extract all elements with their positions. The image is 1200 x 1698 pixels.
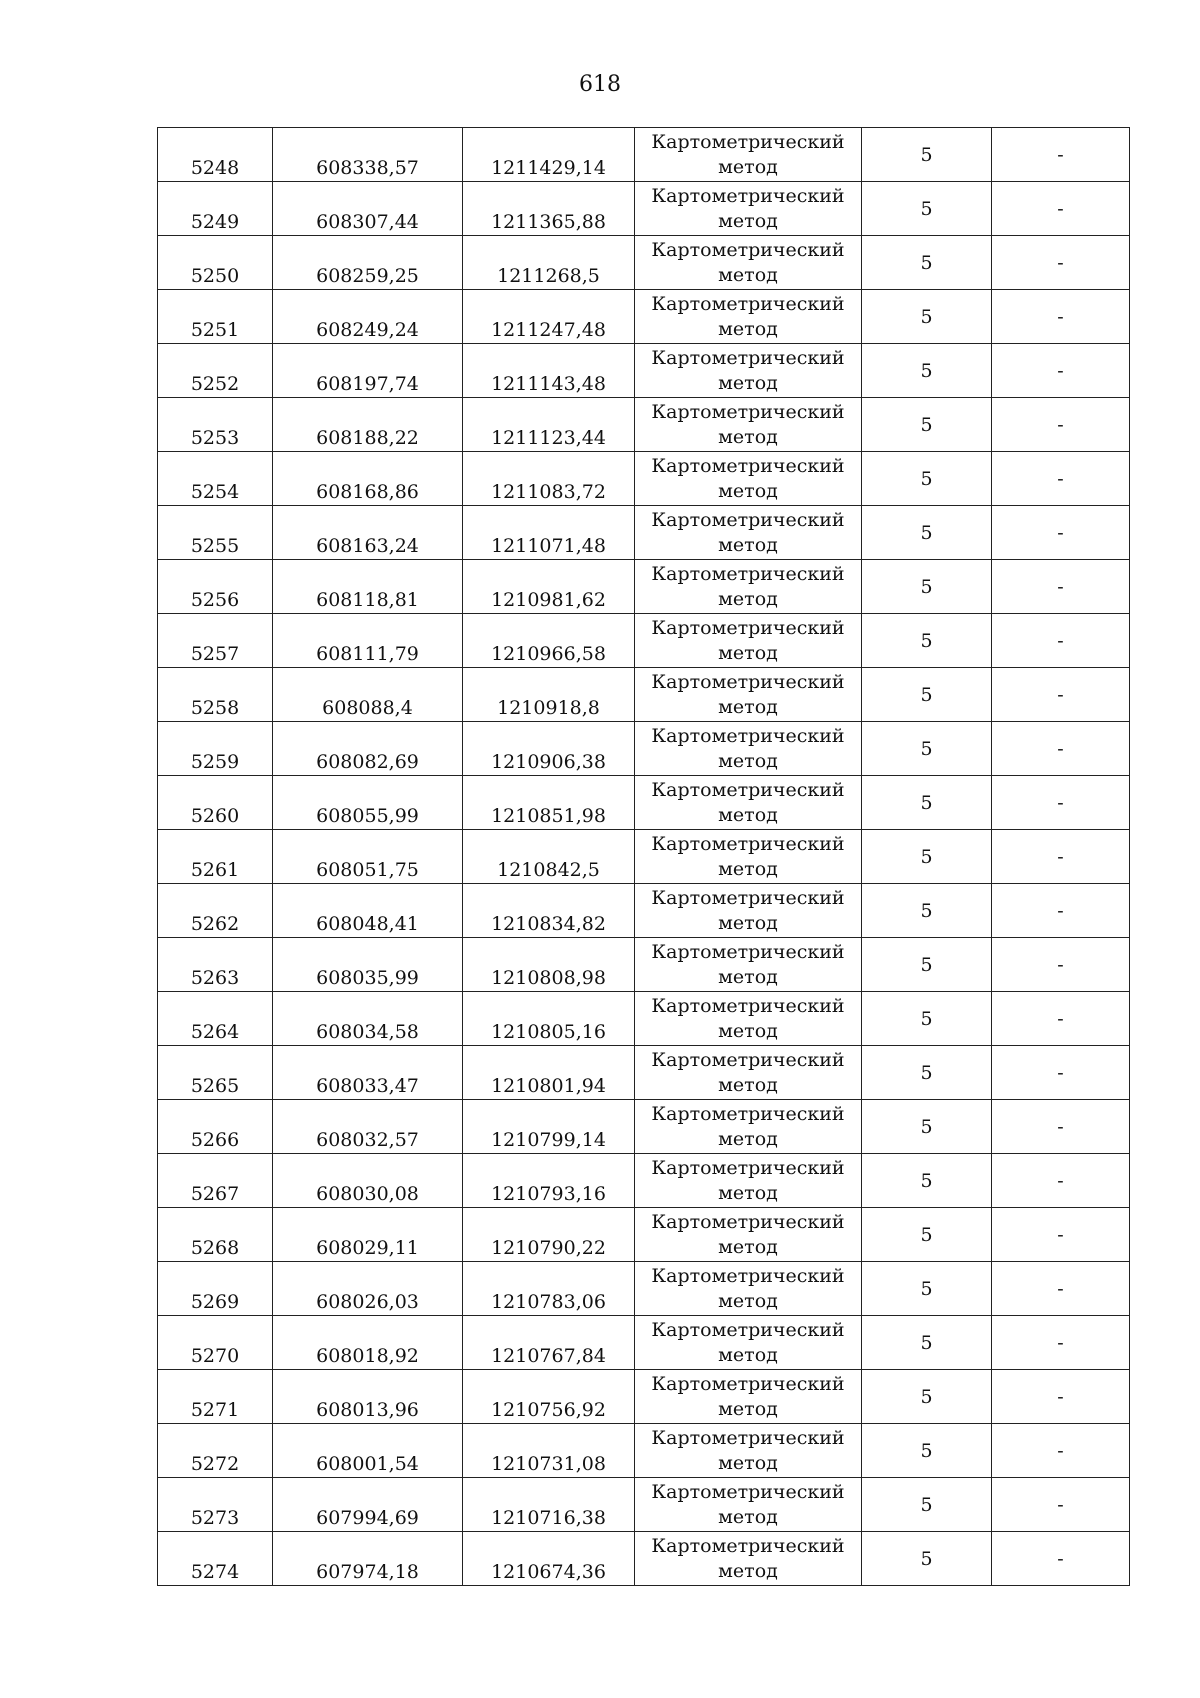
method-cell (635, 938, 862, 992)
y-coordinate-cell: 1211268,5 (463, 236, 635, 290)
method-cell (635, 398, 862, 452)
y-coordinate-cell: 1211247,48 (463, 290, 635, 344)
table-row (158, 1100, 1130, 1154)
note-cell: - (992, 668, 1130, 722)
method-text-line2: метод (718, 317, 778, 340)
x-coordinate-cell: 608030,08 (273, 1154, 463, 1208)
x-coordinate-cell: 608018,92 (273, 1316, 463, 1370)
method-text-line2: метод (718, 263, 778, 286)
table-row (158, 614, 1130, 668)
coordinates-table-body (158, 128, 1130, 1586)
y-coordinate-cell: 1210674,36 (463, 1532, 635, 1586)
method-text-line1: Картометрический (651, 1156, 845, 1179)
accuracy-cell: 5 (862, 290, 992, 344)
method-text-line2: метод (718, 695, 778, 718)
method-cell (635, 884, 862, 938)
table-row (158, 1532, 1130, 1586)
x-coordinate-cell: 608197,74 (273, 344, 463, 398)
point-number-cell: 5253 (158, 398, 273, 452)
accuracy-cell: 5 (862, 722, 992, 776)
table-row (158, 1478, 1130, 1532)
x-coordinate-cell: 608051,75 (273, 830, 463, 884)
accuracy-cell: 5 (862, 1316, 992, 1370)
y-coordinate-cell: 1211071,48 (463, 506, 635, 560)
x-coordinate-cell: 608118,81 (273, 560, 463, 614)
note-cell: - (992, 938, 1130, 992)
x-coordinate-cell: 607994,69 (273, 1478, 463, 1532)
y-coordinate-cell: 1210834,82 (463, 884, 635, 938)
x-coordinate-cell: 608033,47 (273, 1046, 463, 1100)
table-row (158, 938, 1130, 992)
method-text-line1: Картометрический (651, 1048, 845, 1071)
y-coordinate-cell: 1210966,58 (463, 614, 635, 668)
note-cell: - (992, 128, 1130, 182)
method-text-line2: метод (718, 1289, 778, 1312)
accuracy-cell: 5 (862, 1100, 992, 1154)
table-row (158, 182, 1130, 236)
x-coordinate-cell: 608001,54 (273, 1424, 463, 1478)
note-cell: - (992, 1154, 1130, 1208)
accuracy-cell: 5 (862, 938, 992, 992)
y-coordinate-cell: 1210716,38 (463, 1478, 635, 1532)
method-cell (635, 560, 862, 614)
method-text-line2: метод (718, 857, 778, 880)
table-row (158, 1046, 1130, 1100)
x-coordinate-cell: 608259,25 (273, 236, 463, 290)
method-text-line1: Картометрический (651, 886, 845, 909)
method-cell (635, 1478, 862, 1532)
method-text-line1: Картометрический (651, 346, 845, 369)
note-cell: - (992, 290, 1130, 344)
method-cell (635, 1208, 862, 1262)
method-text-line2: метод (718, 587, 778, 610)
accuracy-cell: 5 (862, 1532, 992, 1586)
x-coordinate-cell: 608035,99 (273, 938, 463, 992)
point-number-cell: 5256 (158, 560, 273, 614)
x-coordinate-cell: 608111,79 (273, 614, 463, 668)
method-text-line1: Картометрический (651, 1372, 845, 1395)
method-text-line1: Картометрический (651, 292, 845, 315)
note-cell: - (992, 1478, 1130, 1532)
method-text-line2: метод (718, 1181, 778, 1204)
method-text-line1: Картометрический (651, 1264, 845, 1287)
table-row (158, 506, 1130, 560)
y-coordinate-cell: 1210981,62 (463, 560, 635, 614)
note-cell: - (992, 884, 1130, 938)
y-coordinate-cell: 1210731,08 (463, 1424, 635, 1478)
x-coordinate-cell: 608048,41 (273, 884, 463, 938)
accuracy-cell: 5 (862, 1208, 992, 1262)
method-cell (635, 1154, 862, 1208)
method-text-line1: Картометрический (651, 1318, 845, 1341)
method-cell (635, 290, 862, 344)
accuracy-cell: 5 (862, 506, 992, 560)
method-text-line1: Картометрический (651, 832, 845, 855)
point-number-cell: 5254 (158, 452, 273, 506)
point-number-cell: 5261 (158, 830, 273, 884)
method-cell (635, 506, 862, 560)
method-text-line2: метод (718, 155, 778, 178)
x-coordinate-cell: 608013,96 (273, 1370, 463, 1424)
note-cell: - (992, 398, 1130, 452)
point-number-cell: 5257 (158, 614, 273, 668)
note-cell: - (992, 722, 1130, 776)
point-number-cell: 5262 (158, 884, 273, 938)
method-text-line1: Картометрический (651, 616, 845, 639)
x-coordinate-cell: 608055,99 (273, 776, 463, 830)
point-number-cell: 5266 (158, 1100, 273, 1154)
table-row (158, 668, 1130, 722)
x-coordinate-cell: 608088,4 (273, 668, 463, 722)
note-cell: - (992, 614, 1130, 668)
method-text-line1: Картометрический (651, 670, 845, 693)
method-text-line1: Картометрический (651, 508, 845, 531)
note-cell: - (992, 560, 1130, 614)
point-number-cell: 5249 (158, 182, 273, 236)
method-text-line1: Картометрический (651, 400, 845, 423)
y-coordinate-cell: 1210767,84 (463, 1316, 635, 1370)
accuracy-cell: 5 (862, 236, 992, 290)
x-coordinate-cell: 608307,44 (273, 182, 463, 236)
y-coordinate-cell: 1210808,98 (463, 938, 635, 992)
method-text-line2: метод (718, 1505, 778, 1528)
method-text-line1: Картометрический (651, 1426, 845, 1449)
point-number-cell: 5263 (158, 938, 273, 992)
y-coordinate-cell: 1211429,14 (463, 128, 635, 182)
x-coordinate-cell: 608168,86 (273, 452, 463, 506)
accuracy-cell: 5 (862, 1424, 992, 1478)
y-coordinate-cell: 1210756,92 (463, 1370, 635, 1424)
point-number-cell: 5274 (158, 1532, 273, 1586)
method-text-line1: Картометрический (651, 1210, 845, 1233)
method-text-line2: метод (718, 965, 778, 988)
note-cell: - (992, 1532, 1130, 1586)
x-coordinate-cell: 608249,24 (273, 290, 463, 344)
y-coordinate-cell: 1211365,88 (463, 182, 635, 236)
method-text-line1: Картометрический (651, 184, 845, 207)
table-row (158, 1370, 1130, 1424)
y-coordinate-cell: 1210805,16 (463, 992, 635, 1046)
x-coordinate-cell: 608338,57 (273, 128, 463, 182)
method-text-line2: метод (718, 371, 778, 394)
method-text-line1: Картометрический (651, 1102, 845, 1125)
note-cell: - (992, 776, 1130, 830)
method-text-line1: Картометрический (651, 940, 845, 963)
accuracy-cell: 5 (862, 560, 992, 614)
point-number-cell: 5259 (158, 722, 273, 776)
x-coordinate-cell: 608029,11 (273, 1208, 463, 1262)
method-cell (635, 776, 862, 830)
method-cell (635, 1046, 862, 1100)
point-number-cell: 5260 (158, 776, 273, 830)
y-coordinate-cell: 1210783,06 (463, 1262, 635, 1316)
method-cell (635, 1316, 862, 1370)
note-cell: - (992, 1046, 1130, 1100)
accuracy-cell: 5 (862, 668, 992, 722)
note-cell: - (992, 1370, 1130, 1424)
note-cell: - (992, 1208, 1130, 1262)
method-text-line2: метод (718, 911, 778, 934)
method-text-line2: метод (718, 1235, 778, 1258)
note-cell: - (992, 1424, 1130, 1478)
accuracy-cell: 5 (862, 398, 992, 452)
note-cell: - (992, 452, 1130, 506)
note-cell: - (992, 830, 1130, 884)
table-row (158, 236, 1130, 290)
accuracy-cell: 5 (862, 884, 992, 938)
method-text-line1: Картометрический (651, 130, 845, 153)
table-row (158, 884, 1130, 938)
table-row (158, 1262, 1130, 1316)
x-coordinate-cell: 608082,69 (273, 722, 463, 776)
point-number-cell: 5273 (158, 1478, 273, 1532)
y-coordinate-cell: 1210793,16 (463, 1154, 635, 1208)
x-coordinate-cell: 608034,58 (273, 992, 463, 1046)
accuracy-cell: 5 (862, 452, 992, 506)
page-number: 618 (579, 72, 621, 97)
y-coordinate-cell: 1211143,48 (463, 344, 635, 398)
accuracy-cell: 5 (862, 992, 992, 1046)
accuracy-cell: 5 (862, 830, 992, 884)
method-cell (635, 992, 862, 1046)
y-coordinate-cell: 1210851,98 (463, 776, 635, 830)
x-coordinate-cell: 607974,18 (273, 1532, 463, 1586)
table-row (158, 1316, 1130, 1370)
point-number-cell: 5255 (158, 506, 273, 560)
method-cell (635, 128, 862, 182)
note-cell: - (992, 182, 1130, 236)
method-text-line2: метод (718, 1073, 778, 1096)
point-number-cell: 5264 (158, 992, 273, 1046)
method-text-line2: метод (718, 209, 778, 232)
note-cell: - (992, 992, 1130, 1046)
note-cell: - (992, 344, 1130, 398)
accuracy-cell: 5 (862, 1478, 992, 1532)
method-text-line2: метод (718, 803, 778, 826)
y-coordinate-cell: 1210790,22 (463, 1208, 635, 1262)
method-text-line2: метод (718, 1019, 778, 1042)
table-row (158, 830, 1130, 884)
method-text-line2: метод (718, 641, 778, 664)
accuracy-cell: 5 (862, 1262, 992, 1316)
accuracy-cell: 5 (862, 614, 992, 668)
method-text-line1: Картометрический (651, 238, 845, 261)
point-number-cell: 5269 (158, 1262, 273, 1316)
point-number-cell: 5252 (158, 344, 273, 398)
method-text-line1: Картометрический (651, 778, 845, 801)
method-cell (635, 236, 862, 290)
coordinates-table (157, 127, 1130, 1586)
accuracy-cell: 5 (862, 344, 992, 398)
accuracy-cell: 5 (862, 1046, 992, 1100)
table-row (158, 992, 1130, 1046)
y-coordinate-cell: 1210799,14 (463, 1100, 635, 1154)
point-number-cell: 5258 (158, 668, 273, 722)
table-row (158, 452, 1130, 506)
table-row (158, 290, 1130, 344)
method-cell (635, 344, 862, 398)
method-text-line2: метод (718, 425, 778, 448)
note-cell: - (992, 1316, 1130, 1370)
method-cell (635, 722, 862, 776)
accuracy-cell: 5 (862, 776, 992, 830)
point-number-cell: 5272 (158, 1424, 273, 1478)
method-cell (635, 1370, 862, 1424)
method-cell (635, 614, 862, 668)
method-cell (635, 1424, 862, 1478)
table-row (158, 1154, 1130, 1208)
method-text-line1: Картометрический (651, 1480, 845, 1503)
method-text-line1: Картометрический (651, 454, 845, 477)
method-text-line2: метод (718, 1343, 778, 1366)
table-row (158, 344, 1130, 398)
accuracy-cell: 5 (862, 1154, 992, 1208)
table-row (158, 560, 1130, 614)
point-number-cell: 5270 (158, 1316, 273, 1370)
table-row (158, 776, 1130, 830)
x-coordinate-cell: 608163,24 (273, 506, 463, 560)
note-cell: - (992, 506, 1130, 560)
method-cell (635, 452, 862, 506)
method-text-line2: метод (718, 1127, 778, 1150)
method-text-line1: Картометрический (651, 994, 845, 1017)
method-text-line2: метод (718, 1559, 778, 1582)
point-number-cell: 5248 (158, 128, 273, 182)
method-text-line2: метод (718, 1397, 778, 1420)
table-row (158, 1424, 1130, 1478)
note-cell: - (992, 1262, 1130, 1316)
method-text-line2: метод (718, 479, 778, 502)
method-text-line1: Картометрический (651, 724, 845, 747)
method-text-line1: Картометрический (651, 1534, 845, 1557)
y-coordinate-cell: 1210801,94 (463, 1046, 635, 1100)
table-row (158, 722, 1130, 776)
y-coordinate-cell: 1211083,72 (463, 452, 635, 506)
y-coordinate-cell: 1210918,8 (463, 668, 635, 722)
x-coordinate-cell: 608026,03 (273, 1262, 463, 1316)
y-coordinate-cell: 1210842,5 (463, 830, 635, 884)
y-coordinate-cell: 1210906,38 (463, 722, 635, 776)
method-cell (635, 1532, 862, 1586)
point-number-cell: 5268 (158, 1208, 273, 1262)
accuracy-cell: 5 (862, 128, 992, 182)
method-cell (635, 1100, 862, 1154)
method-text-line2: метод (718, 1451, 778, 1474)
method-cell (635, 830, 862, 884)
x-coordinate-cell: 608188,22 (273, 398, 463, 452)
method-text-line2: метод (718, 533, 778, 556)
table-row (158, 128, 1130, 182)
y-coordinate-cell: 1211123,44 (463, 398, 635, 452)
method-cell (635, 1262, 862, 1316)
x-coordinate-cell: 608032,57 (273, 1100, 463, 1154)
point-number-cell: 5250 (158, 236, 273, 290)
method-text-line1: Картометрический (651, 562, 845, 585)
method-cell (635, 668, 862, 722)
method-text-line2: метод (718, 749, 778, 772)
note-cell: - (992, 1100, 1130, 1154)
point-number-cell: 5271 (158, 1370, 273, 1424)
point-number-cell: 5267 (158, 1154, 273, 1208)
table-row (158, 398, 1130, 452)
point-number-cell: 5265 (158, 1046, 273, 1100)
table-row (158, 1208, 1130, 1262)
method-cell (635, 182, 862, 236)
point-number-cell: 5251 (158, 290, 273, 344)
accuracy-cell: 5 (862, 182, 992, 236)
note-cell: - (992, 236, 1130, 290)
accuracy-cell: 5 (862, 1370, 992, 1424)
